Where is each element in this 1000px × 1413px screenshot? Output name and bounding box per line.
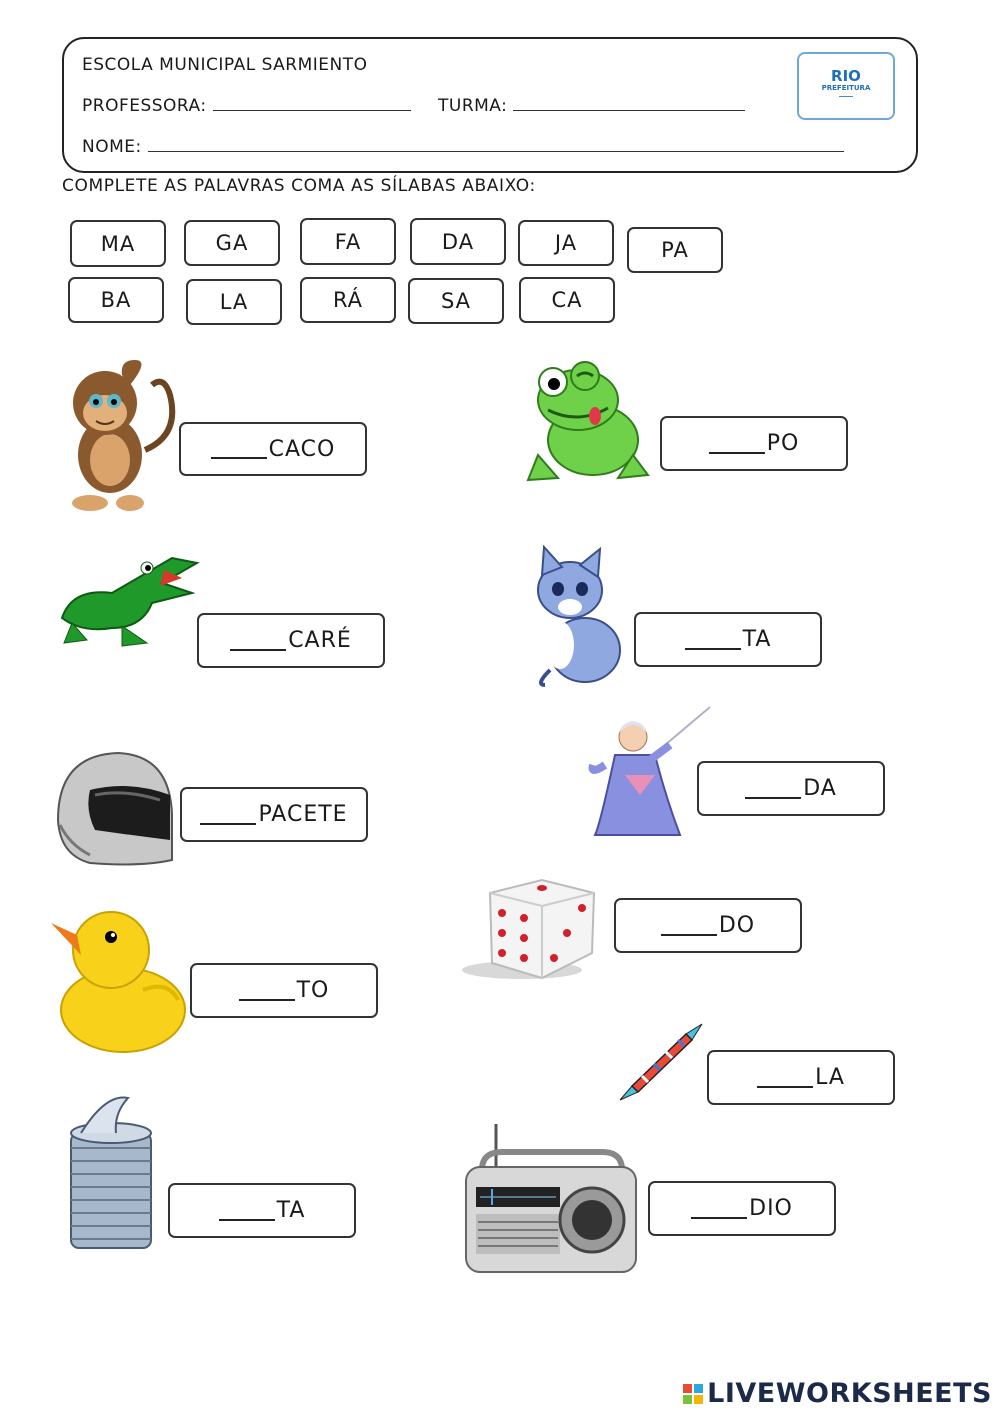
monkey-icon <box>60 355 185 515</box>
answer-box[interactable] <box>660 416 848 471</box>
word-suffix: LA <box>815 1065 845 1090</box>
instruction-text: COMPLETE AS PALAVRAS COMA AS SÍLABAS ABAIXO: <box>62 176 536 196</box>
syllable-box[interactable]: BA <box>68 277 164 323</box>
answer-box[interactable] <box>697 761 885 816</box>
answer-gap[interactable] <box>661 916 717 936</box>
radio-icon <box>462 1122 640 1274</box>
answer-box[interactable] <box>197 613 385 668</box>
answer-box[interactable] <box>648 1181 836 1236</box>
frog-icon <box>523 360 655 488</box>
answer-gap[interactable] <box>230 631 286 651</box>
answer-gap[interactable] <box>211 439 267 459</box>
syllable-box[interactable]: RÁ <box>300 277 396 323</box>
logo-title: RIO <box>831 66 861 85</box>
logo-subtitle: PREFEITURA <box>821 83 871 92</box>
answer-box[interactable] <box>180 787 368 842</box>
syllable-box[interactable]: FA <box>300 218 396 265</box>
teacher-blank[interactable] <box>213 96 411 111</box>
helmet-icon <box>50 745 176 871</box>
answer-gap[interactable] <box>239 981 295 1001</box>
answer-box[interactable] <box>179 422 367 476</box>
answer-box[interactable] <box>614 898 802 953</box>
answer-gap[interactable] <box>200 805 256 825</box>
answer-box[interactable] <box>707 1050 895 1105</box>
teacher-row <box>82 96 411 116</box>
class-row <box>438 96 745 116</box>
duck-icon <box>33 905 190 1057</box>
answer-gap[interactable] <box>709 434 765 454</box>
word-suffix: DO <box>718 913 756 938</box>
dice-icon <box>462 878 598 980</box>
syllable-box[interactable]: DA <box>410 218 506 265</box>
cat-icon <box>530 545 630 687</box>
syllable-box[interactable]: SA <box>408 278 504 324</box>
alligator-icon <box>52 548 200 650</box>
brand-text: LIVEWORKSHEETS <box>707 1378 992 1409</box>
answer-gap[interactable] <box>745 779 801 799</box>
word-suffix: DIO <box>749 1196 793 1221</box>
class-blank[interactable] <box>513 96 745 111</box>
answer-gap[interactable] <box>757 1068 813 1088</box>
word-suffix: TA <box>276 1198 306 1223</box>
answer-gap[interactable] <box>685 630 741 650</box>
word-suffix: CARÉ <box>288 628 352 653</box>
name-row <box>82 137 844 157</box>
answer-gap[interactable] <box>691 1199 747 1219</box>
liveworksheets-logo <box>683 1378 992 1409</box>
class-label: TURMA: <box>438 96 508 116</box>
word-suffix: TO <box>296 978 330 1003</box>
brand-squares-icon <box>683 1384 703 1404</box>
syllable-box[interactable]: PA <box>627 227 723 273</box>
syllable-box[interactable]: MA <box>70 220 166 267</box>
answer-box[interactable] <box>168 1183 356 1238</box>
fairy-icon <box>585 705 713 841</box>
word-suffix: PO <box>766 431 800 456</box>
logo-underline <box>839 96 853 104</box>
teacher-label: PROFESSORA: <box>82 96 207 116</box>
syllable-box[interactable]: GA <box>184 220 280 266</box>
can-icon <box>66 1093 156 1253</box>
name-label: NOME: <box>82 137 142 157</box>
answer-box[interactable] <box>190 963 378 1018</box>
word-suffix: TA <box>742 627 772 652</box>
syllable-box[interactable]: LA <box>186 279 282 325</box>
answer-gap[interactable] <box>219 1201 275 1221</box>
answer-box[interactable] <box>634 612 822 667</box>
name-blank[interactable] <box>148 137 844 152</box>
prefeitura-logo <box>797 52 895 120</box>
word-suffix: PACETE <box>258 802 348 827</box>
syllable-box[interactable]: JA <box>518 220 614 266</box>
word-suffix: CACO <box>268 436 336 462</box>
school-name: ESCOLA MUNICIPAL SARMIENTO <box>82 55 368 75</box>
word-suffix: DA <box>803 776 837 801</box>
syllable-box[interactable]: CA <box>519 277 615 323</box>
candy-icon <box>618 1020 704 1104</box>
